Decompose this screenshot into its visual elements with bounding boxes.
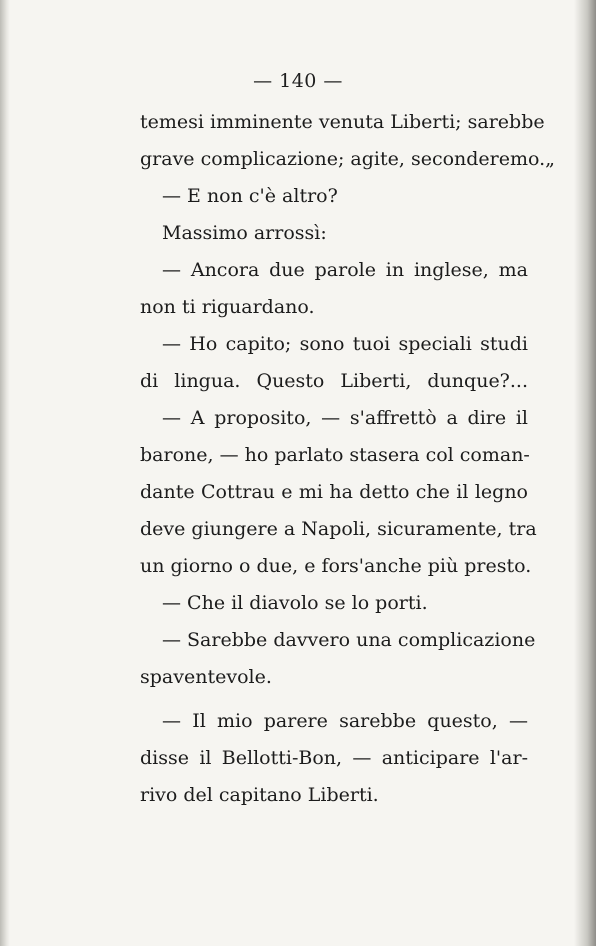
text-line: — Il mio parere sarebbe questo, — [162,710,528,732]
text-line: dante Cottrau e mi ha detto che il legno [140,481,528,503]
text-line: spaventevole. [140,666,272,688]
text-line: — E non c'è altro? [162,185,338,207]
body-text [140,104,555,814]
page-left-edge-shadow [0,0,10,946]
text-line: temesi imminente venuta Liberti; sarebbe [140,111,545,133]
text-line: non ti riguardano. [140,296,315,318]
text-line: — Che il diavolo se lo porti. [162,592,428,614]
text-line: deve giungere a Napoli, sicuramente, tra [140,518,537,540]
text-line: Massimo arrossì: [162,222,327,244]
paragraph-gap [140,696,528,703]
text-line: barone, — ho parlato stasera col coman- [140,444,530,466]
text-line: — A proposito, — s'affrettò a dire il [162,407,528,429]
text-line: — Sarebbe davvero una complicazione [162,629,536,651]
page-number: — 140 — [253,70,343,92]
text-line: — Ho capito; sono tuoi speciali studi [162,333,528,355]
text-line: rivo del capitano Liberti. [140,784,379,806]
text-line: — Ancora due parole in inglese, ma [162,259,528,281]
text-line: disse il Bellotti-Bon, — anticipare l'ar- [140,747,528,769]
text-line: grave complicazione; agite, seconderemo.„ [140,148,555,170]
text-line: di lingua. Questo Liberti, dunque?... [140,370,528,392]
page-right-edge-shadow [574,0,596,946]
text-line: un giorno o due, e fors'anche più presto. [140,555,532,577]
